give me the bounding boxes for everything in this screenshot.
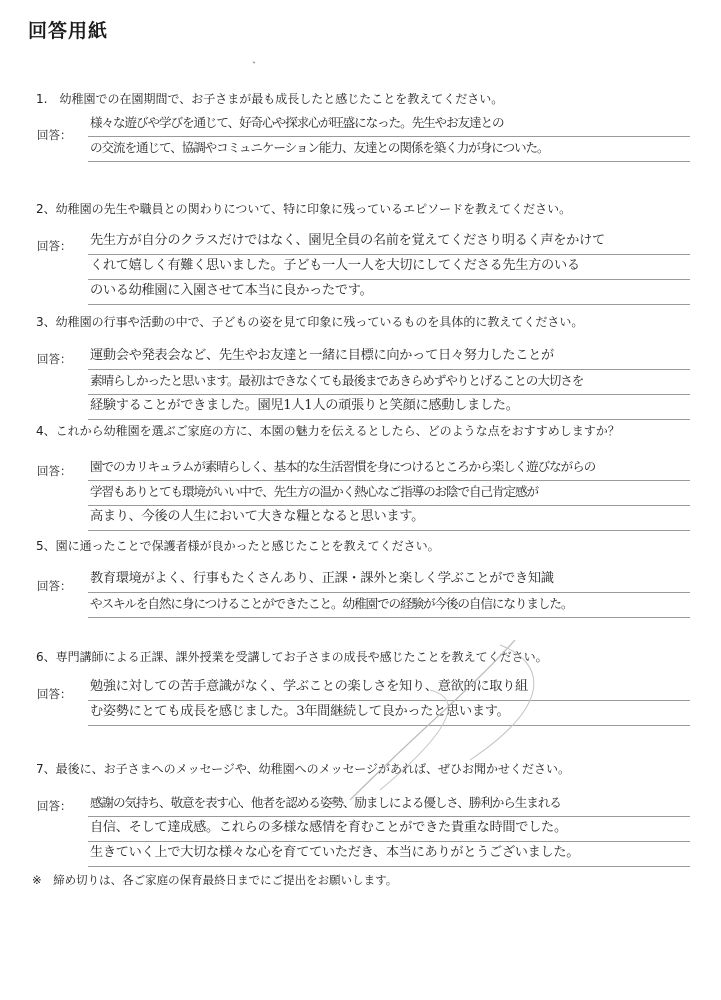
answer-7-line-3: 生きていく上で大切な様々な心を育てていただき、本当にありがとうございました。	[88, 842, 690, 867]
question-7: 7、最後に、お子さまへのメッセージや、幼稚園へのメッセージがあれば、ぜひお聞かせください。	[36, 762, 570, 776]
answer-6-line-1: 勉強に対しての苦手意識がなく、学ぶことの楽しさを知り、意欲的に取り組	[88, 676, 690, 701]
answer-1-line-1: 様々な遊びや学びを通じて、好奇心や探求心が旺盛になった。先生やお友達との	[88, 112, 690, 137]
answer-4-line-3: 高まり、今後の人生において大きな糧となると思います。	[88, 506, 690, 531]
deadline-note: ※ 締め切りは、各ご家庭の保育最終日までにご提出をお願いします。	[32, 873, 398, 887]
question-6: 6、専門講師による正課、課外授業を受講してお子さまの成長や感じたことを教えてください。	[36, 650, 548, 664]
answer-5-line-1: 教育環境がよく、行事もたくさんあり、正課・課外と楽しく学ぶことができ知識	[88, 568, 690, 593]
answer-2-line-2: くれて嬉しく有難く思いました。子ども一人一人を大切にしてくださる先生方のいる	[88, 255, 690, 280]
answer-label-4: 回答：	[37, 464, 72, 478]
question-4: 4、これから幼稚園を選ぶご家庭の方に、本園の魅力を伝えるとしたら、どのような点をおすすめしますか？	[36, 424, 620, 438]
answer-label-5: 回答：	[37, 579, 72, 593]
answer-1-line-2: の交流を通じて、協調やコミュニケーション能力、友達との関係を築く力が身についた。	[88, 137, 690, 162]
question-3: 3、幼稚園の行事や活動の中で、子どもの姿を見て印象に残っているものを具体的に教えてください。	[36, 315, 584, 329]
answer-4-line-2: 学習もありとても環境がいい中で、先生方の温かく熱心なご指導のお陰で自己肯定感が	[88, 481, 690, 506]
answer-2-line-3: のいる幼稚園に入園させて本当に良かったです。	[88, 280, 690, 305]
answer-3	[88, 345, 690, 420]
answer-label-6: 回答：	[37, 687, 72, 701]
answer-7	[88, 792, 690, 867]
answer-4	[88, 456, 690, 531]
answer-5	[88, 568, 690, 618]
answer-3-line-1: 運動会や発表会など、先生やお友達と一緒に目標に向かって日々努力したことが	[88, 345, 690, 370]
answer-2	[88, 230, 690, 305]
question-5: 5、園に通ったことで保護者様が良かったと感じたことを教えてください。	[36, 539, 440, 553]
answer-label-1: 回答：	[37, 128, 72, 142]
answer-7-line-1: 感謝の気持ち、敬意を表す心、他者を認める姿勢、励ましによる優しさ、勝利から生まれる	[88, 792, 690, 817]
answer-5-line-2: やスキルを自然に身につけることができたこと。幼稚園での経験が今後の自信になりました。	[88, 593, 690, 618]
answer-4-line-1: 園でのカリキュラムが素晴らしく、基本的な生活習慣を身につけるところから楽しく遊びながらの	[88, 456, 690, 481]
question-1: 1. 幼稚園での在園期間で、お子さまが最も成長したと感じたことを教えてください。	[36, 92, 504, 106]
answer-3-line-3: 経験することができました。園児1人1人の頑張りと笑顔に感動しました。	[88, 395, 690, 420]
answer-label-3: 回答：	[37, 352, 72, 366]
answer-2-line-1: 先生方が自分のクラスだけではなく、園児全員の名前を覚えてくださり明るく声をかけて	[88, 230, 690, 255]
answer-3-line-2: 素晴らしかったと思います。最初はできなくても最後まであきらめずやりとげることの大切さを	[88, 370, 690, 395]
answer-label-7: 回答：	[37, 799, 72, 813]
page-title: 回答用紙	[28, 20, 109, 42]
answer-label-2: 回答：	[37, 239, 72, 253]
question-2: 2、幼稚園の先生や職員との関わりについて、特に印象に残っているエピソードを教えてください。	[36, 202, 572, 216]
answer-7-line-2: 自信、そして達成感。これらの多様な感情を育むことができた貴重な時間でした。	[88, 817, 690, 842]
answer-6-line-2: む姿勢にとても成長を感じました。3年間継続して良かったと思います。	[88, 701, 690, 726]
answer-1	[88, 112, 690, 162]
answer-6	[88, 676, 690, 726]
